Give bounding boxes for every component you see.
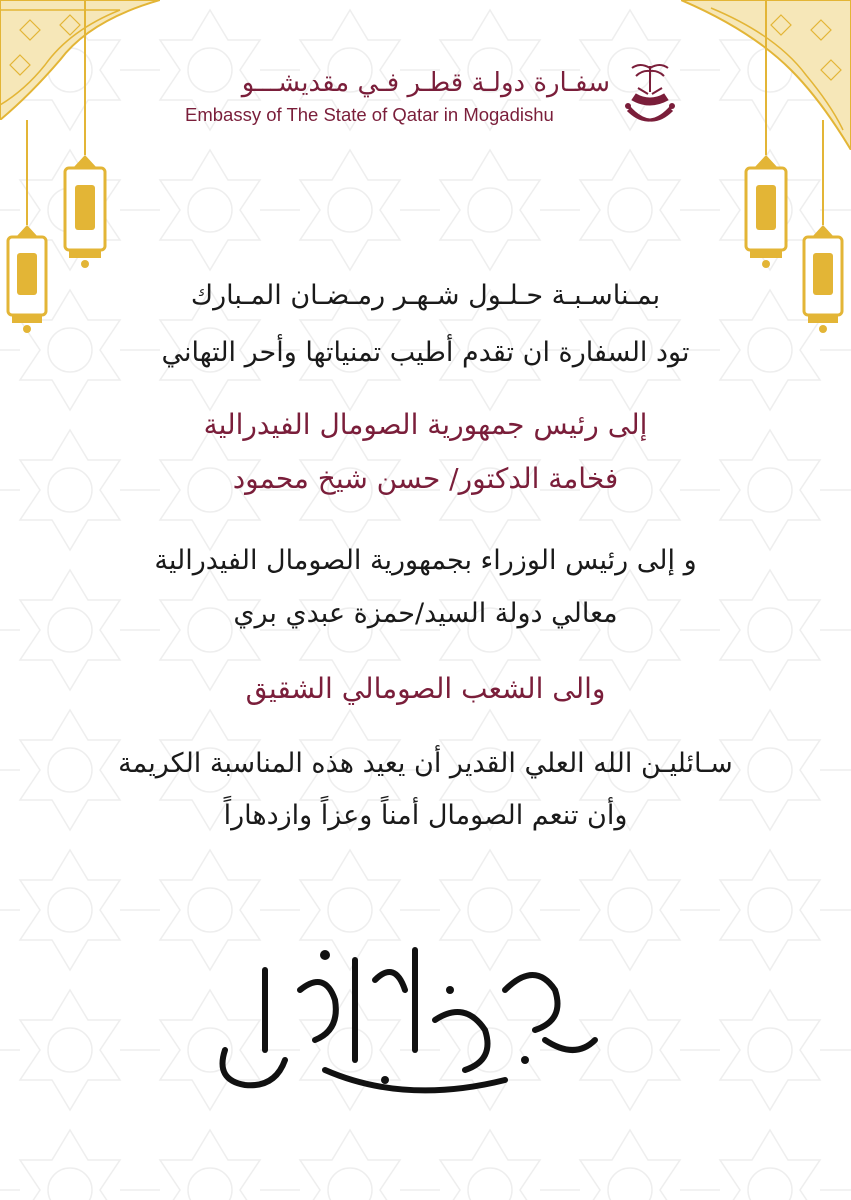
recipient-people: والى الشعب الصومالي الشقيق xyxy=(245,672,606,705)
recipient-pm-title: و إلى رئيس الوزراء بجمهورية الصومال الفيدرالية xyxy=(154,545,697,576)
congratulation-line: تود السفارة ان تقدم أطيب تمنياتها وأحر التهاني xyxy=(161,337,690,368)
recipient-pm-name: معالي دولة السيد/حمزة عبدي بري xyxy=(233,598,618,629)
lantern-icon-right-inner xyxy=(742,0,790,270)
lantern-icon-left-inner xyxy=(60,0,110,270)
wish-line-2: وأن تنعم الصومال أمناً وعزاً وازدهاراً xyxy=(223,800,628,831)
recipient-president-name: فخامة الدكتور/ حسن شيخ محمود xyxy=(232,462,619,495)
qatar-emblem-icon xyxy=(620,60,680,135)
recipient-president-title: إلى رئيس جمهورية الصومال الفيدرالية xyxy=(203,408,648,441)
embassy-name-arabic: سفـارة دولـة قطـر فـي مقديشـــو xyxy=(241,68,610,98)
eid-greeting-calligraphy xyxy=(205,930,605,1110)
embassy-name-english: Embassy of The State of Qatar in Mogadishu xyxy=(185,104,554,125)
wish-line-1: سـائليـن الله العلي القدير أن يعيد هذه المناسبة الكريمة xyxy=(118,748,733,779)
embassy-header xyxy=(180,58,680,138)
occasion-line: بمـناسـبـة حـلـول شـهـر رمـضـان المـبارك xyxy=(190,280,661,311)
